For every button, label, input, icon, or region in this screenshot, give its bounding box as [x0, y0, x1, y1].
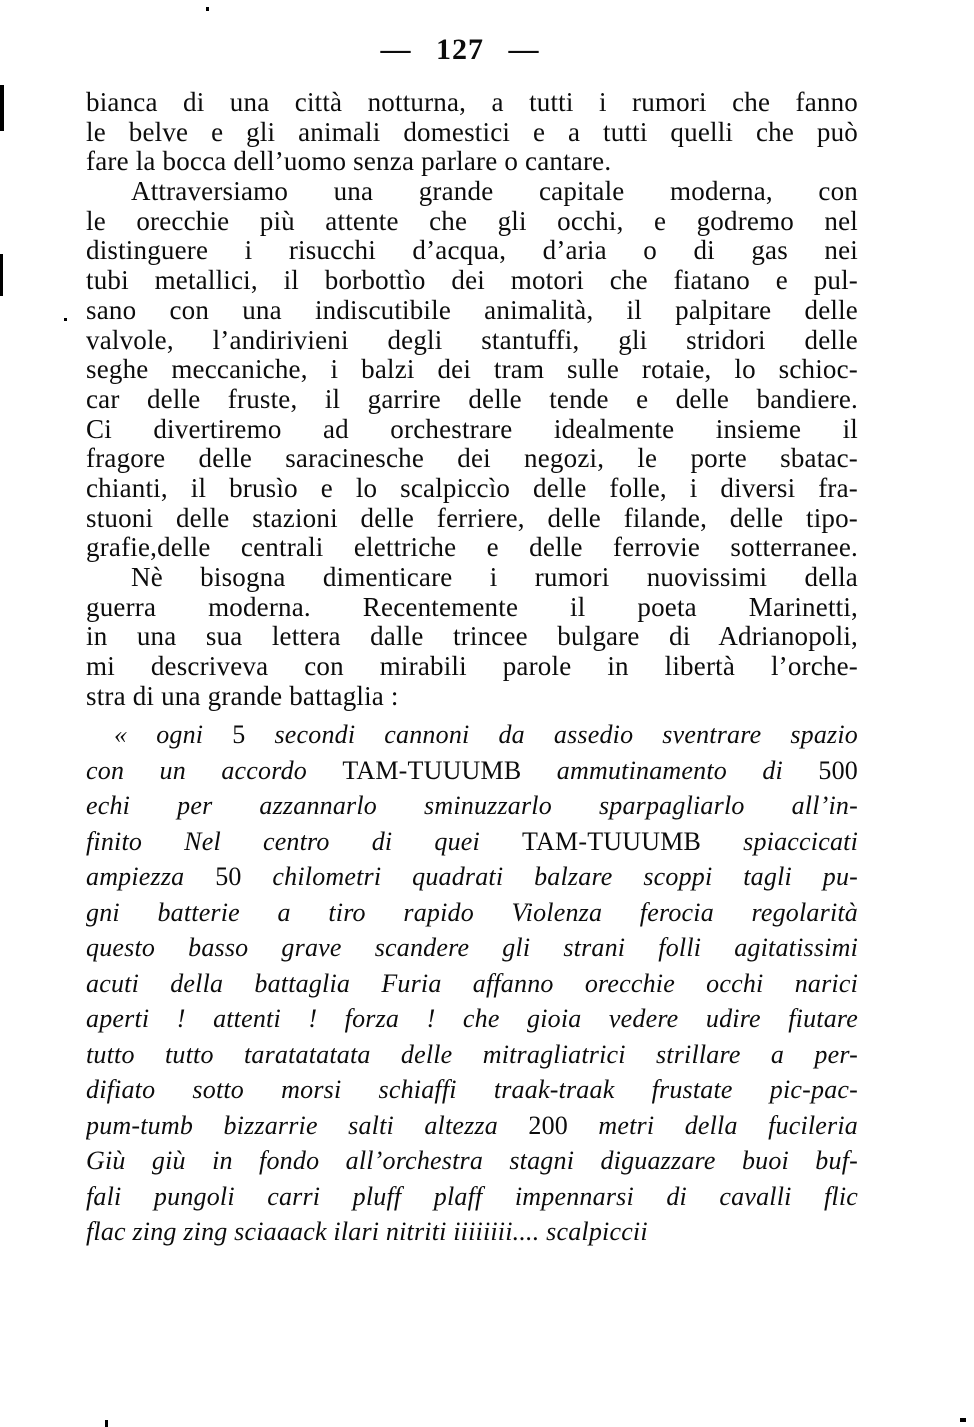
text-line: grafie,delle centrali elettriche e delle ferrovie sotterranee.: [86, 533, 858, 563]
text-line: distinguere i risucchi d’acqua, d’aria o di gas nei: [86, 236, 858, 266]
text-line: difiato sotto morsi schiaffi traak-traak frustate pic-pac-: [86, 1075, 858, 1105]
text-line: stuoni delle stazioni delle ferriere, delle filande, delle tipo-: [86, 503, 858, 533]
scan-speck-top: [206, 7, 209, 11]
upright-word: 500: [818, 755, 858, 785]
text-line: aperti ! attenti ! forza ! che gioia vedere udire fiutare: [86, 1004, 858, 1034]
text-line: stra di una grande battaglia :: [86, 681, 399, 711]
text-line: finito Nel centro di quei TAM-TUUUMB spiaccicati: [86, 826, 858, 856]
text-line: valvole, l’andirivieni degli stantuffi, gli stridori delle: [86, 325, 858, 355]
text-line: le belve e gli animali domestici e a tutti quelli che può: [86, 117, 858, 147]
upright-word: 200: [528, 1110, 568, 1140]
text-line: bianca di una città notturna, a tutti i rumori che fanno: [86, 88, 858, 117]
text-line: echi per azzannarlo sminuzzarlo sparpagliarlo all’in-: [86, 791, 858, 821]
text-line: Nè bisogna dimenticare i rumori nuovissimi della: [131, 563, 858, 592]
text-line: fali pungoli carri pluff plaff impennarsi di cavalli flic: [86, 1181, 858, 1211]
text-line: pum-tumb bizzarrie salti altezza 200 metri della fucileria: [86, 1110, 858, 1140]
text-line: chianti, il brusìo e lo scalpiccìo delle folle, i diversi fra-: [86, 473, 858, 503]
text-line: fare la bocca dell’uomo senza parlare o cantare.: [86, 147, 612, 177]
text-line: Ci divertiremo ad orchestrare idealmente insieme il: [86, 414, 858, 444]
page-number: — 127 —: [380, 33, 540, 66]
text-line: ampiezza 50 chilometri quadrati balzare scoppi tagli pu-: [86, 862, 858, 892]
text-line: mi descriveva con mirabili parole in libertà l’orche-: [86, 652, 858, 682]
text-line: car delle fruste, il garrire delle tende e delle bandiere.: [86, 384, 858, 414]
scan-tick-bottom-left: [105, 1420, 108, 1427]
text-line: fragore delle saracinesche dei negozi, le porte sbatac-: [86, 444, 858, 474]
text-line: seghe meccaniche, i balzi dei tram sulle rotaie, lo schioc-: [86, 355, 858, 385]
text-line: le orecchie più attente che gli occhi, e godremo nel: [86, 206, 858, 236]
upright-word: 5: [232, 720, 246, 750]
text-line: gni batterie a tiro rapido Violenza ferocia regolarità: [86, 897, 858, 927]
text-line: questo basso grave scandere gli strani folli agitatissimi: [86, 933, 858, 963]
upright-word: 50: [215, 862, 242, 892]
text-line: guerra moderna. Recentemente il poeta Marinetti,: [86, 592, 858, 622]
scan-speck-left: [64, 318, 67, 321]
text-line: acuti della battaglia Furia affanno orecchie occhi narici: [86, 968, 858, 998]
scan-mark-left-top: [0, 85, 4, 131]
scan-tick-bottom-right: [960, 1418, 966, 1422]
text-block: [86, 88, 858, 1250]
upright-word: TAM-TUUUMB: [522, 826, 702, 856]
text-line: Giù giù in fondo all’orchestra stagni diguazzare buoi buf-: [86, 1146, 858, 1176]
text-line: in una sua lettera dalle trincee bulgare di Adrianopoli,: [86, 622, 858, 652]
upright-word: TAM-TUUUMB: [342, 755, 522, 785]
text-line: « ogni 5 secondi cannoni da assedio sventrare spazio: [114, 720, 858, 750]
text-line: flac zing zing sciaaack ilari nitriti iiiiiiii.... scalpiccii: [86, 1217, 648, 1247]
text-line: Attraversiamo una grande capitale moderna, con: [131, 177, 858, 207]
scan-mark-left-mid: [0, 254, 3, 296]
text-line: sano con una indiscutibile animalità, il palpitare delle: [86, 295, 858, 325]
text-line: tutto tutto taratatatata delle mitragliatrici strillare a per-: [86, 1039, 858, 1069]
text-line: con un accordo TAM-TUUUMB ammutinamento di 500: [86, 755, 858, 785]
text-line: tubi metallici, il borbottìo dei motori che fiatano e pul-: [86, 266, 858, 296]
